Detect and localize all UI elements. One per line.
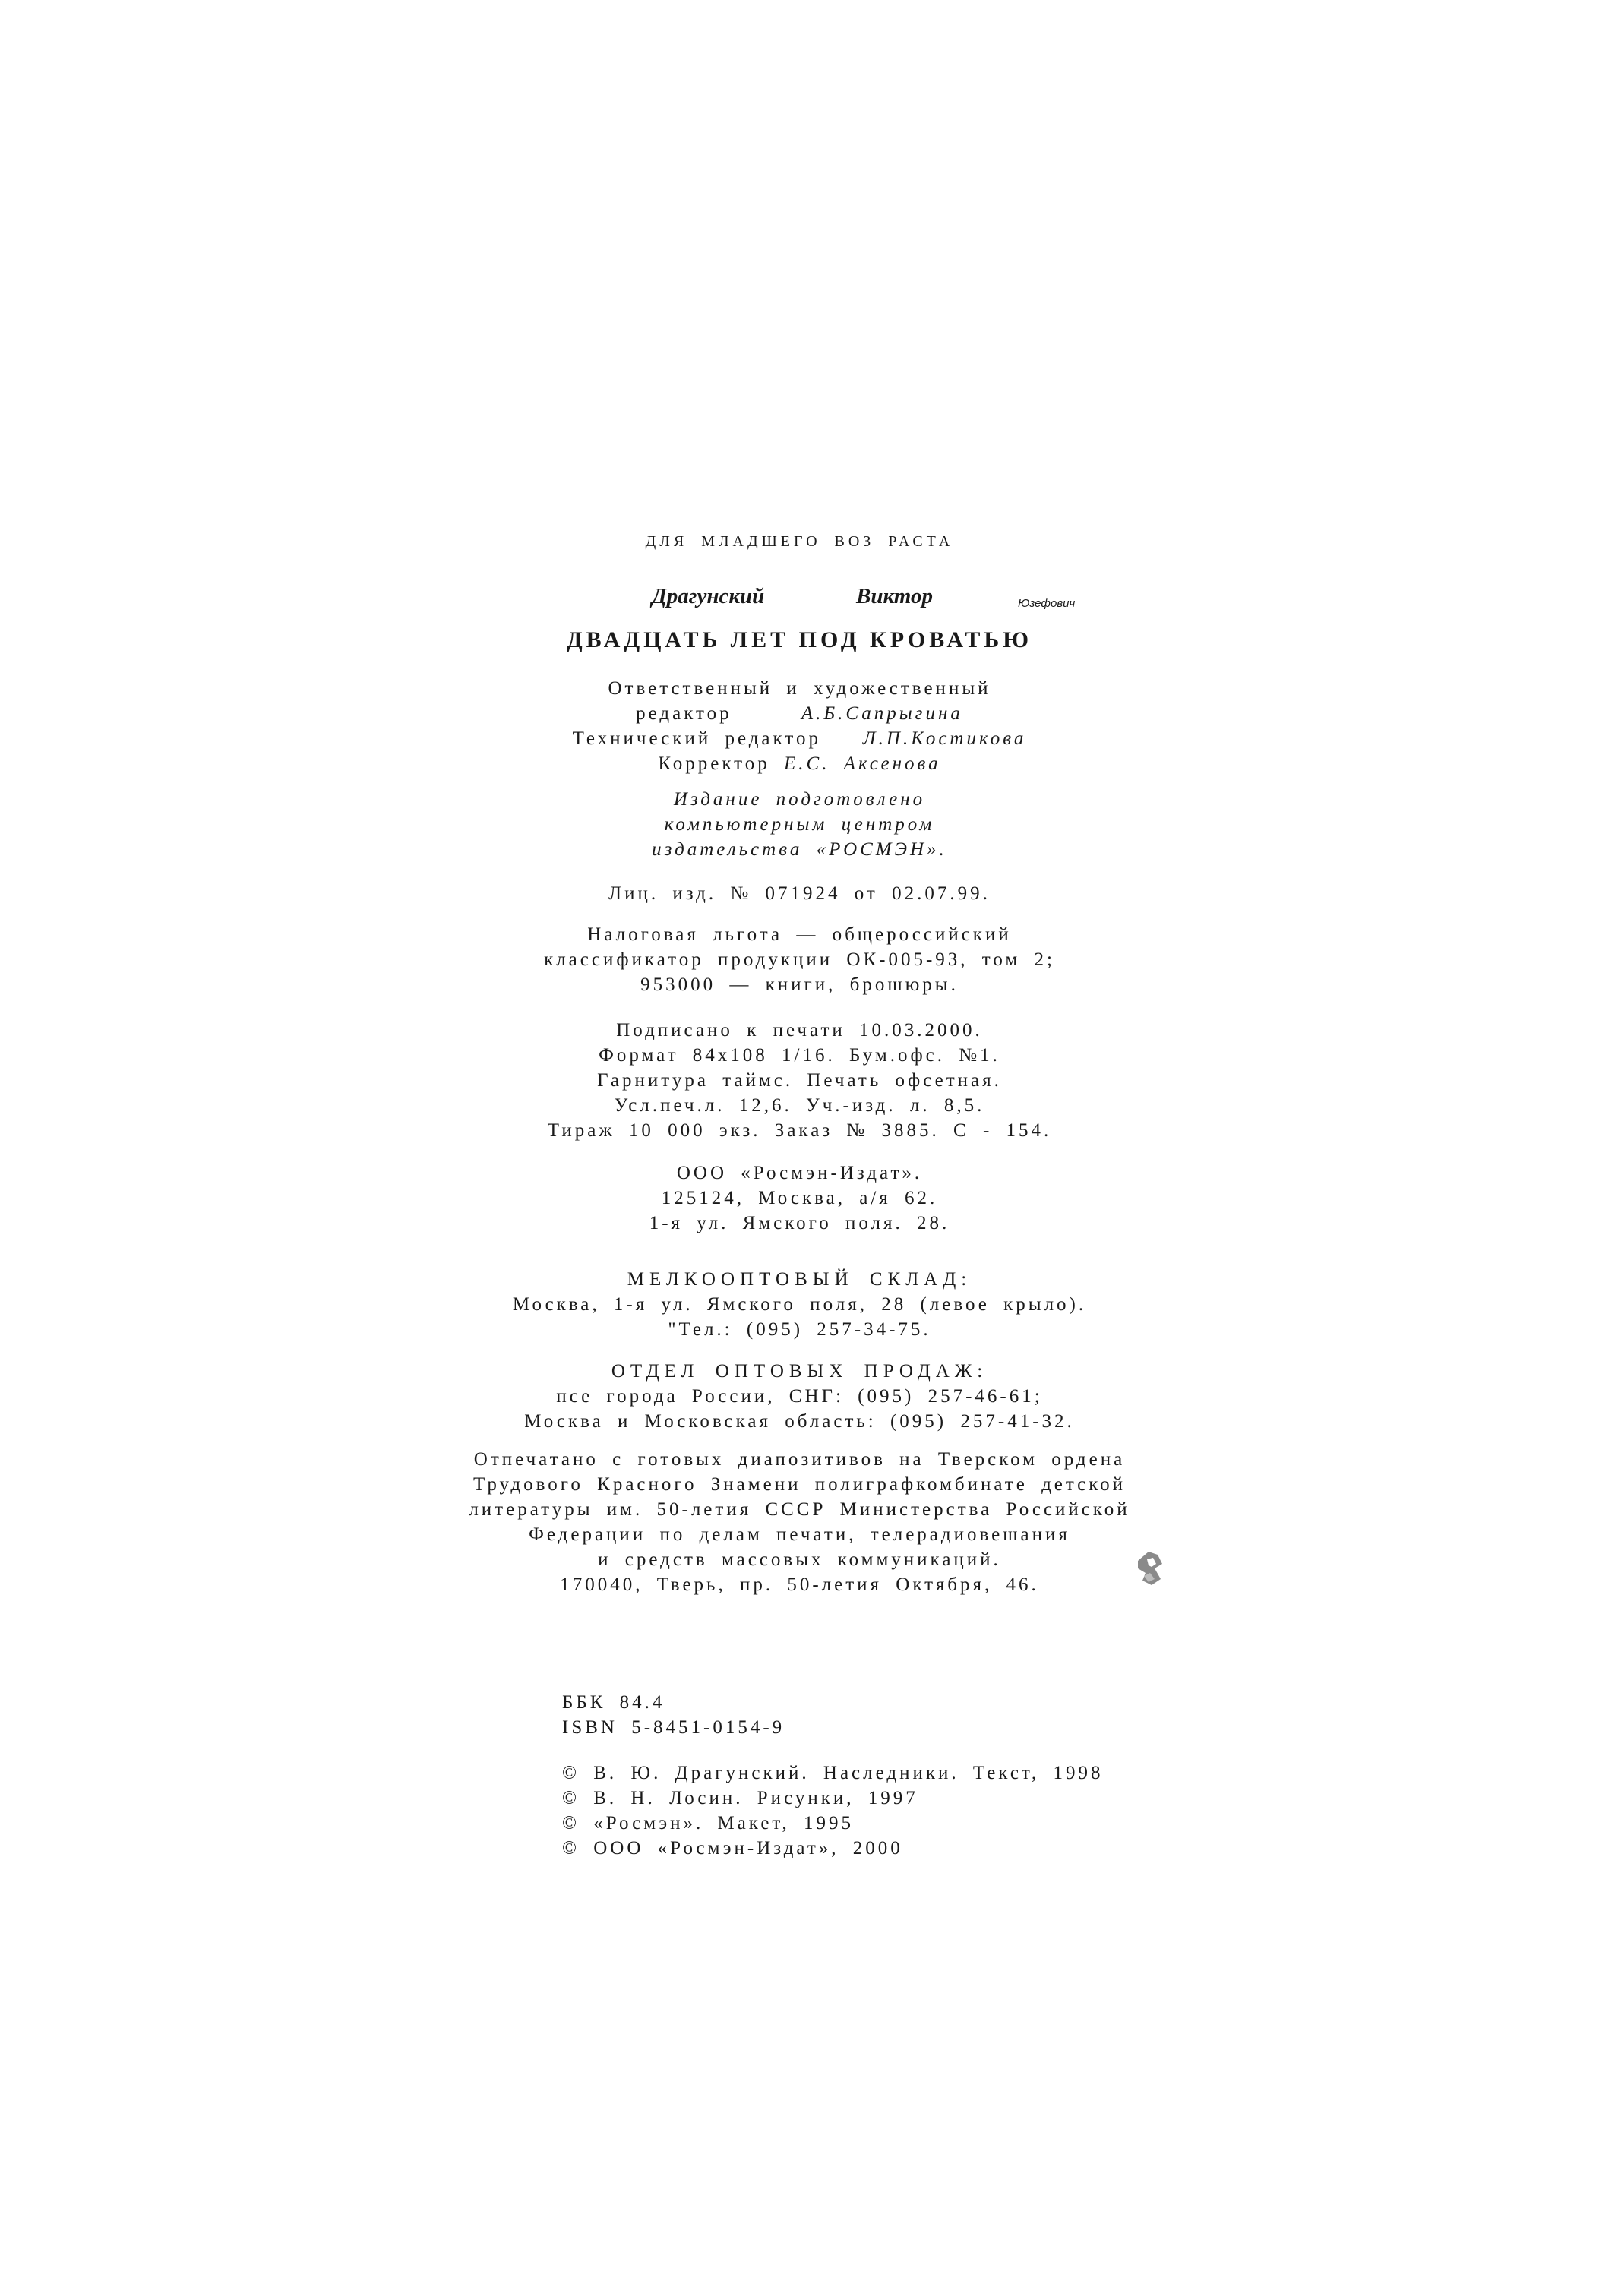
wholesale-block [0,1359,1599,1434]
isbn-line: ISBN 5-8451-0154-9 [562,1717,785,1738]
print-info-line-4: Усл.печ.л. 12,6. Уч.-изд. л. 8,5. [614,1095,985,1116]
small-wholesale-line-2: "Тел.: (095) 257-34-75. [668,1319,931,1340]
preparation-block [0,787,1599,862]
editor-name: А.Б.Сапрыгина [801,703,963,724]
copyright-line-4: © ООО «Росмэн-Издат», 2000 [562,1838,903,1859]
print-info-line-1: Подписано к печати 10.03.2000. [616,1020,983,1041]
editors-line-1: Ответственный и художественный [608,678,991,699]
printed-line-4: Федерации по делам печати, телерадиовешания [529,1524,1070,1545]
small-wholesale-line-1: Москва, 1-я ул. Ямского поля, 28 (левое крыло). [512,1294,1087,1315]
classification-block [562,1690,785,1740]
preparation-line-3: издательства «РОСМЭН». [652,839,947,860]
printed-line-6: 170040, Тверь, пр. 50-летия Октября, 46. [560,1574,1039,1595]
printed-line-5: и средств массовых коммуникаций. [598,1549,1001,1570]
audience-label: ДЛЯ МЛАДШЕГО ВОЗ РАСТА [645,533,954,550]
printing-house-block [0,1447,1599,1597]
preparation-line-2: компьютерным центром [664,814,935,835]
tax-line-2: классификатор продукции ОК-005-93, том 2; [544,949,1055,970]
editors-line-2 [0,701,1599,726]
book-title: ДВАДЦАТЬ ЛЕТ ПОД КРОВАТЬЮ [567,627,1032,652]
copyright-line-2: © В. Н. Лосин. Рисунки, 1997 [562,1788,918,1808]
copyright-block [562,1761,1103,1861]
editor-role: редактор [636,703,732,724]
editors-line-4 [0,751,1599,776]
wholesale-line-1: псе города России, СНГ: (095) 257-46-61; [556,1386,1043,1407]
copyright-line-3: © «Росмэн». Макет, 1995 [562,1813,854,1833]
tax-line-3: 953000 — книги, брошюры. [640,974,959,995]
license-line: Лиц. изд. № 071924 от 02.07.99. [608,883,991,904]
printed-line-2: Трудового Красного Знамени полиграфкомбинате детской [473,1474,1126,1495]
tax-line-1: Налоговая льгота — общероссийский [587,924,1012,945]
printed-line-1: Отпечатано с готовых диапозитивов на Тверском ордена [473,1449,1126,1470]
wholesale-heading: ОТДЕЛ ОПТОВЫХ ПРОДАЖ: [611,1361,988,1382]
publisher-line-3: 1-я ул. Ямского поля. 28. [649,1213,950,1233]
print-info-block [0,1018,1599,1143]
author-patronymic: Юзефович [1018,597,1076,610]
small-wholesale-heading: МЕЛКООПТОВЫЙ СКЛАД: [627,1269,972,1290]
header-block [0,532,1599,551]
publisher-logo-icon [1132,1546,1170,1590]
bbk-line: ББК 84.4 [562,1692,665,1713]
author-row [0,581,1599,611]
print-info-line-2: Формат 84x108 1/16. Бум.офс. №1. [599,1045,1000,1066]
tech-editor-role: Технический редактор [572,728,821,749]
print-info-line-3: Гарнитура таймс. Печать офсетная. [597,1070,1002,1091]
license-block [0,881,1599,906]
print-info-line-5: Тираж 10 000 экз. Заказ № 3885. С - 154. [547,1120,1052,1141]
corrector-role: Корректор [658,753,770,774]
tech-editor-name: Л.П.Костикова [862,728,1027,749]
author-first-name: Виктор [856,584,933,608]
printed-line-3: литературы им. 50-летия СССР Министерства Российской [469,1499,1130,1520]
tax-block [0,922,1599,997]
editors-line-3 [0,726,1599,751]
copyright-line-1: © В. Ю. Драгунский. Наследники. Текст, 1998 [562,1763,1104,1783]
wholesale-line-2: Москва и Московская область: (095) 257-41-32. [524,1411,1075,1432]
editors-block [0,676,1599,776]
author-last-name: Драгунский [652,584,765,608]
publisher-block [0,1161,1599,1236]
small-wholesale-block [0,1267,1599,1342]
corrector-name: Е.С. Аксенова [784,753,941,774]
preparation-line-1: Издание подготовлено [673,789,926,810]
publisher-line-2: 125124, Москва, а/я 62. [661,1188,938,1208]
publisher-line-1: ООО «Росмэн-Издат». [676,1163,923,1183]
